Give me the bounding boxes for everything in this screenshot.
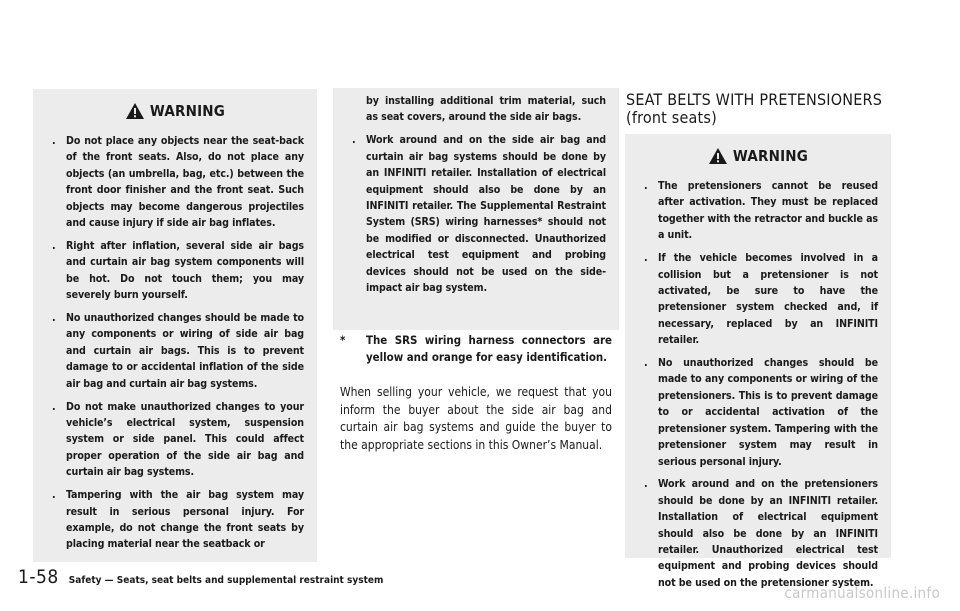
bullet-glyph: . bbox=[644, 357, 648, 370]
list-item: . No unauthorized changes should be made to any components or wiring of side air bag and curtain air bags. This is to prevent damage to or accidental inflation of the side air bag and curtain air bag systems. bbox=[52, 312, 304, 390]
list-item: . If the vehicle becomes involved in a collision but a pretensioner is not activated, be sure to have the pretensioner system checked and, if necessary, replaced by an INFINITI retailer. bbox=[644, 252, 878, 347]
list-item: . Work around and on the pretensioners should be done by an INFINITI retailer. Installation of electrical equipment should also be done by an INFINITI retailer. Unauthorized electrical test equipment and probing devices should not be used on the pretensioner system. bbox=[644, 478, 878, 589]
section-heading bbox=[626, 91, 906, 127]
list-item: . Tampering with the air bag system may result in serious personal injury. For example, do not change the front seats by placing material near the seatback or bbox=[52, 489, 304, 551]
bullet-glyph: . bbox=[644, 252, 648, 265]
bullet-glyph: . bbox=[352, 134, 356, 147]
warning-header bbox=[625, 134, 891, 178]
warning-title: WARNING bbox=[732, 147, 809, 165]
bullet-glyph: . bbox=[52, 135, 56, 147]
footnote-text: The SRS wiring harness connectors are yellow and orange for easy identification. bbox=[366, 333, 612, 364]
bullet-glyph: . bbox=[52, 400, 56, 413]
list-item: . Right after inflation, several side air bags and curtain air bag system components will be hot. Do not touch them; you may severely burn yourself. bbox=[52, 239, 304, 302]
bullet-glyph: . bbox=[644, 180, 648, 192]
section-heading-line2: (front seats) bbox=[626, 108, 717, 127]
list-item: . Do not make unauthorized changes to your vehicle’s electrical system, suspension system or side panel. This could affect proper operation of the side air bag and curtain air bag systems. bbox=[52, 400, 304, 479]
body-paragraph: When selling your vehicle, we request that you inform the buyer about the side air bag and curtain air bag systems and guide the buyer to the appropriate sections in this Owner’s Manual. bbox=[340, 385, 612, 452]
footnote bbox=[340, 332, 612, 366]
list-item: . No unauthorized changes should be made to any components or wiring of the pretensioners. This is to prevent damage to or accidental activation of the pretensioner system. Tampering with the pretensioner system may result in serious personal injury. bbox=[644, 357, 878, 468]
warning-box-2 bbox=[625, 134, 891, 589]
footnote-marker: * bbox=[340, 333, 346, 347]
list-item: . Work around and on the side air bag and curtain air bag systems should be done by an INFINITI retailer. Installation of electrical equipment should also be done by an INFINITI retailer. The Supplemental Restraint System (SRS) wiring harnesses* should not be modified or disconnected. Unauthorized electrical test equipment and probing devices should not be used on the side-impact air bag system. bbox=[352, 134, 606, 294]
warning-bullet-list bbox=[625, 178, 891, 591]
page-footer bbox=[18, 566, 383, 588]
warning-bullet-list bbox=[33, 133, 317, 553]
list-item-continuation: by installing additional trim material, such as seat covers, around the side air bags. bbox=[366, 95, 606, 124]
bullet-glyph: . bbox=[52, 489, 56, 502]
warning-title: WARNING bbox=[149, 102, 226, 120]
warning-triangle-icon bbox=[708, 147, 728, 165]
chapter-title: Safety — Seats, seat belts and supplemental restraint system bbox=[68, 575, 384, 586]
page-number: 1-58 bbox=[18, 566, 59, 588]
warning-bullet-list bbox=[333, 88, 619, 296]
bullet-glyph: . bbox=[644, 478, 648, 491]
bullet-glyph: . bbox=[52, 239, 56, 252]
warning-box-1-continued bbox=[333, 88, 619, 330]
warning-triangle-icon bbox=[125, 102, 145, 120]
warning-box-1 bbox=[33, 89, 317, 562]
bullet-glyph: . bbox=[52, 312, 56, 325]
watermark: carmanualsonline.info bbox=[784, 584, 940, 602]
warning-header bbox=[33, 89, 317, 133]
list-item: . Do not place any objects near the seat-back of the front seats. Also, do not place any objects (an umbrella, bag, etc.) between the front door finisher and the front seat. Such objects may become dangerous projectiles and cause injury if side air bag inflates. bbox=[52, 135, 304, 230]
list-item: . The pretensioners cannot be reused after activation. They must be replaced together with the retractor and buckle as a unit. bbox=[644, 180, 878, 242]
section-heading-line1: SEAT BELTS WITH PRETENSIONERS bbox=[626, 90, 883, 109]
